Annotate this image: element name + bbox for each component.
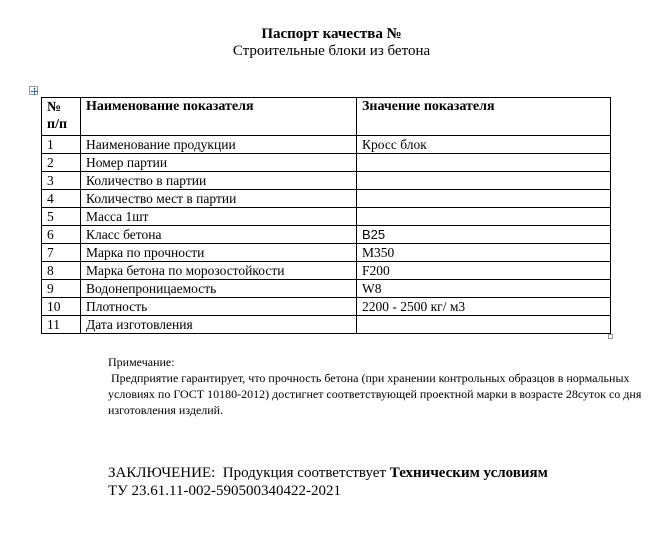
table-row: [42, 244, 611, 262]
row-name: Количество мест в партии: [81, 190, 357, 208]
row-name: Марка бетона по морозостойкости: [81, 262, 357, 280]
row-number: 7: [42, 244, 81, 262]
row-number: 11: [42, 316, 81, 334]
row-name: Количество в партии: [81, 172, 357, 190]
row-value: [357, 154, 611, 172]
note-text: Предприятие гарантирует, что прочность бетона (при хранении контрольных образцов в нормальных условиях по ГОСТ 10180-2012) достигнет соответствующей проектной марки в возрасте 28суток со дня изготовления изделий.: [108, 371, 645, 417]
row-number: 8: [42, 262, 81, 280]
row-name: Масса 1шт: [81, 208, 357, 226]
row-value: [357, 190, 611, 208]
parameters-table: [41, 97, 611, 334]
row-number: 5: [42, 208, 81, 226]
row-value: M350: [357, 244, 611, 262]
table-resize-handle[interactable]: [608, 334, 613, 339]
row-name: Водонепроницаемость: [81, 280, 357, 298]
row-value: B25: [357, 226, 611, 244]
note-heading: Примечание:: [108, 355, 175, 369]
row-name: Марка по прочности: [81, 244, 357, 262]
row-name: Класс бетона: [81, 226, 357, 244]
row-number: 6: [42, 226, 81, 244]
row-value: [357, 208, 611, 226]
table-row: [42, 280, 611, 298]
table-row: [42, 262, 611, 280]
table-row: [42, 298, 611, 316]
table-row: [42, 172, 611, 190]
table-row: [42, 226, 611, 244]
conclusion-tu: ТУ 23.61.11-002-590500340422-2021: [108, 483, 341, 499]
row-value: Кросс блок: [357, 136, 611, 154]
table-row: [42, 316, 611, 334]
column-header-name: Наименование показателя: [81, 98, 357, 136]
row-value: W8: [357, 280, 611, 298]
document-title: Паспорт качества №: [261, 26, 402, 42]
row-number: 4: [42, 190, 81, 208]
row-number: 1: [42, 136, 81, 154]
table-move-handle-icon[interactable]: [29, 86, 38, 95]
row-value: [357, 316, 611, 334]
table-row: [42, 154, 611, 172]
row-name: Дата изготовления: [81, 316, 357, 334]
note-block: [108, 354, 648, 418]
row-name: Номер партии: [81, 154, 357, 172]
table-header-row: [42, 98, 611, 136]
row-value: 2200 - 2500 кг/ м3: [357, 298, 611, 316]
table-row: [42, 208, 611, 226]
conclusion-bold: Техническим условиям: [389, 465, 548, 481]
column-header-number: № п/п: [42, 98, 81, 136]
row-name: Наименование продукции: [81, 136, 357, 154]
conclusion-line: [108, 464, 658, 482]
document-subtitle: Строительные блоки из бетона: [232, 43, 431, 59]
row-name: Плотность: [81, 298, 357, 316]
row-value: F200: [357, 262, 611, 280]
row-number: 2: [42, 154, 81, 172]
conclusion-block: [108, 464, 658, 500]
table-row: [42, 136, 611, 154]
conclusion-prefix: ЗАКЛЮЧЕНИЕ: Продукция соответствует: [108, 465, 390, 481]
row-number: 3: [42, 172, 81, 190]
row-number: 10: [42, 298, 81, 316]
column-header-value: Значение показателя: [357, 98, 611, 136]
table-row: [42, 190, 611, 208]
row-value: [357, 172, 611, 190]
row-number: 9: [42, 280, 81, 298]
